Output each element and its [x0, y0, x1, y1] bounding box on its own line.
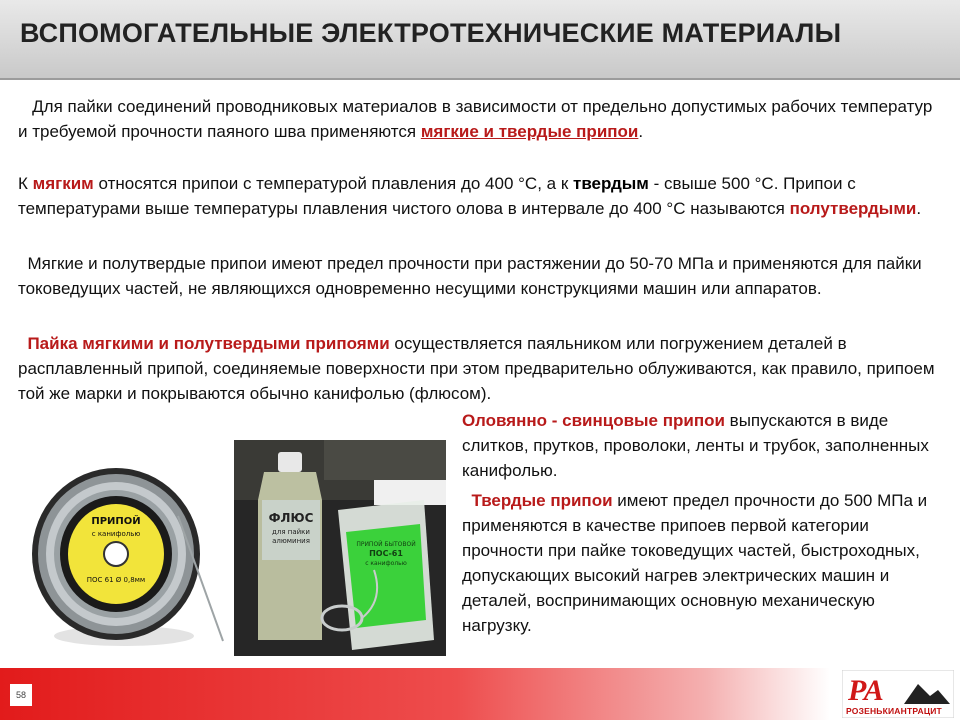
- paragraph-hard-solders: [462, 488, 942, 638]
- packet-label-line3: с канифолью: [365, 560, 407, 567]
- logo-subtitle: РОЗЕНЬКИАНТРАЦИТ: [846, 706, 942, 716]
- solder-spool-image: [18, 446, 230, 656]
- logo-mark-text: РА: [848, 674, 884, 707]
- intro-text: Для пайки соединений проводниковых материалов в зависимости от предельно допустимых рабочих температур и требуемой прочности паяного шва применяются: [18, 97, 933, 141]
- paragraph-intro: [18, 94, 938, 144]
- intro-period: .: [638, 122, 644, 141]
- tin-lead-text: выпускаются в виде слитков, прутков, проволоки, ленты и трубок, заполненных канифолью.: [462, 411, 929, 480]
- flux-and-solder-photo: [234, 440, 446, 656]
- term-tin-lead: Оловянно - свинцовые припои: [462, 411, 725, 430]
- spool-label-title: ПРИПОЙ: [91, 516, 141, 527]
- bottle-label-sub1: для пайки: [272, 528, 310, 536]
- spool-label-grade: ПОС 61 Ø 0,8мм: [86, 576, 146, 584]
- paragraph-strength: [18, 251, 938, 301]
- term-semihard: полутвердыми: [789, 199, 917, 218]
- soldering-text: осуществляется паяльником или погружением деталей в расплавленный припой, соединяемые поверхности при этом предварительно облуживаются, как правило, припоем той же марки и покрываются обычно канифолью (флюсом).: [18, 334, 935, 403]
- page-number: 58: [10, 684, 32, 706]
- text: К: [18, 174, 33, 193]
- bottle-label-sub2: алюминия: [272, 537, 310, 545]
- page-title: ВСПОМОГАТЕЛЬНЫЕ ЭЛЕКТРОТЕХНИЧЕСКИЕ МАТЕРИАЛЫ: [20, 18, 842, 48]
- solders-link[interactable]: мягкие и твердые припои: [420, 122, 639, 141]
- footer-band: [0, 668, 830, 720]
- term-soft-soldering: Пайка мягкими и полутвердыми припоями: [27, 334, 390, 353]
- packet-label-line1: ПРИПОЙ БЫТОВОЙ: [356, 541, 416, 548]
- spool-label-sub: с канифолью: [91, 530, 141, 538]
- title-divider: [0, 78, 960, 80]
- paragraph-soldering: [18, 331, 938, 406]
- strength-text: Мягкие и полутвердые припои имеют предел прочности при растяжении до 50-70 МПа и применяются для пайки токоведущих частей, не являющихся одновременно несущими конструкциями машин или аппаратов.: [18, 254, 922, 298]
- term-soft: мягким: [32, 174, 94, 193]
- paragraph-tin-lead: [462, 408, 942, 483]
- bottle-label-title: ФЛЮС: [268, 511, 314, 525]
- text: .: [916, 199, 922, 218]
- term-hard-solders: Твердые припои: [471, 491, 613, 510]
- hard-solders-text: имеют предел прочности до 500 МПа и применяются в качестве припоев первой категории прочности при пайке токоведущих частей, быстроходных, допускающих высокий нагрев электрических машин и деталей, воспринимающих основную механическую нагрузку.: [462, 491, 928, 635]
- text: - свыше 500 °С. Припои с температурами выше температуры плавления чистого олова в интервале до 400 °С называются: [18, 174, 856, 218]
- paragraph-soft-hard: [18, 171, 938, 221]
- text: относятся припои с температурой плавления до 400 °С, а к: [93, 174, 573, 193]
- term-hard: твердым: [573, 174, 649, 193]
- packet-label-line2: ПОС-61: [369, 549, 403, 558]
